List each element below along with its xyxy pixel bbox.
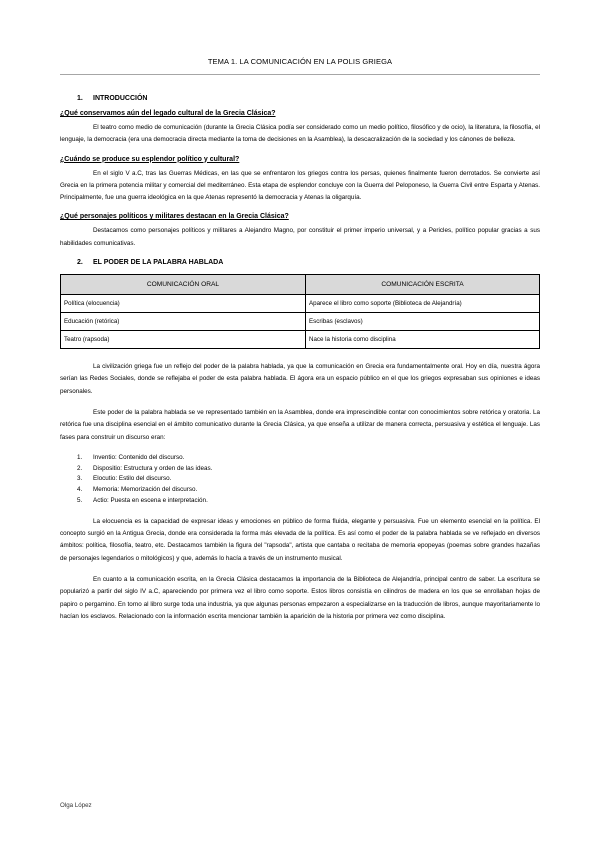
section-title: INTRODUCCIÓN [93, 95, 148, 102]
section-title: EL PODER DE LA PALABRA HABLADA [93, 259, 224, 267]
section-heading-introduccion [60, 95, 540, 102]
answer-paragraph: En el siglo V a.C, tras las Guerras Médicas, en las que se enfrentaron los griegos contra los persas, quienes finalmente fueron derrotados. Se convierte así Grecia en la primera potencia militar y comercial del mediterráneo. Esta etapa de esplendor concluye con la Guerra del Peloponeso, la Guerra Civil entre Esparta y Atenas. Principalmente, fue una guerra ideológica en la que Atenas representó la democracia y Atenas la oligarquía. [60, 169, 540, 202]
list-item [60, 496, 540, 507]
table-cell: Nace la historia como disciplina [306, 331, 540, 349]
section-heading-palabra-hablada [60, 259, 540, 266]
answer-paragraph: El teatro como medio de comunicación (durante la Grecia Clásica podía ser considerado como un medio político, filosófico y de ocio), la literatura, la filosofía, el lenguaje, la democracia (era una democracia directa mediante la toma de decisiones en la Asamblea), la descacralización de la sociedad y los cánones de belleza. [60, 124, 540, 144]
page-footer-author: Olga López [60, 802, 92, 809]
section-number: 2. [77, 259, 83, 267]
table-cell: Política (elocuencia) [61, 295, 306, 313]
body-paragraph: La civilización griega fue un reflejo del poder de la palabra hablada, ya que la comunicación en Grecia era fundamentalmente oral. Hoy en día, nuestra ágora serían las Redes Sociales, donde se reflejaba el poder de esta palabra hablada. El ágora era un espacio público en el que los griegos expresaban sus opiniones e ideas personales. [60, 363, 540, 395]
question-heading: ¿Qué personajes políticos y militares destacan en la Grecia Clásica? [60, 213, 289, 221]
list-item-number: 1. [77, 453, 83, 461]
list-item-text: Inventio: Contenido del discurso. [93, 453, 185, 461]
table-cell: Teatro (rapsoda) [61, 331, 306, 349]
title-divider [60, 74, 540, 75]
body-paragraph: Este poder de la palabra hablada se ve representado también en la Asamblea, donde era imprescindible contar con conocimientos sobre retórica y oratoria. La retórica fue una disciplina esencial en el ámbito comunicativo durante la Grecia Clásica, ya que enseña a utilizar de manera correcta, persuasiva y estética el lenguaje. Las fases para construir un discurso eran: [60, 408, 540, 441]
table-cell: Escribas (esclavos) [306, 313, 540, 331]
question-heading: ¿Qué conservamos aún del legado cultural de la Grecia Clásica? [60, 110, 276, 117]
list-item [60, 474, 540, 485]
table-cell: Aparece el libro como soporte (Biblioteca de Alejandría) [306, 295, 540, 313]
answer-paragraph: Destacamos como personajes políticos y militares a Alejandro Magno, por constituir el primer imperio universal, y a Pericles, político popular gracias a sus habilidades comunicativas. [60, 227, 540, 247]
communication-table [60, 274, 540, 349]
table-header-escrita: COMUNICACIÓN ESCRITA [306, 275, 540, 295]
document-body [60, 95, 540, 632]
list-item [60, 453, 540, 464]
body-paragraph: En cuanto a la comunicación escrita, en la Grecia Clásica destacamos la importancia de la Biblioteca de Alejandría, principal centro de saber. La escritura se popularizó a partir del siglo IV a.C, apareciendo por primera vez el libro como soporte. Estos libros consistía en cilindros de madera en los que se enrollaban hojas de papiro o pergamino. En torno al libro surge toda una industria, ya que algunas personas empezaron a especializarse en la traducción de libros, aunque mayoritariamente lo hacían los esclavos. Relacionado con la información escrita mencionar también la aparición de la historia por primera vez como disciplina. [60, 576, 540, 620]
table-row [61, 313, 540, 331]
list-item [60, 485, 540, 496]
list-item-text: Memoria: Memorización del discurso. [93, 486, 198, 494]
body-paragraph: La elocuencia es la capacidad de expresar ideas y emociones en público de forma fluida, elegante y persuasiva. Fue un elemento esencial en la política. El concepto surgió en la Antigua Grecia, donde era considerada la forma más elevada de la política. Es así como el poder de la palabra hablada se ve reflejado en diversos ámbitos: política, filosofía, teatro, etc. Destacamos también la figura del "rapsoda", artista que cantaba o recitaba de memoria epopeyas (poemas sobre grandes hazañas de personajes legendarios o mitológicos) y que, además lo hacía a través de un instrumento musical. [60, 517, 540, 562]
table-header-row [61, 275, 540, 295]
list-item-number: 2. [77, 464, 83, 472]
list-item-text: Actio: Puesta en escena e interpretación. [93, 497, 208, 505]
list-item-text: Dispositio: Estructura y orden de las ideas. [93, 464, 213, 472]
table-header-oral: COMUNICACIÓN ORAL [61, 275, 306, 295]
question-heading: ¿Cuándo se produce su esplendor político y cultural? [60, 155, 240, 163]
list-item-number: 5. [77, 497, 83, 505]
document-title: TEMA 1. LA COMUNICACIÓN EN LA POLIS GRIEGA [207, 57, 393, 66]
list-item [60, 464, 540, 475]
list-item-text: Elocutio: Estilo del discurso. [93, 475, 172, 483]
list-item-number: 3. [77, 475, 83, 483]
discourse-phases-list [60, 453, 540, 507]
table-cell: Educación (retórica) [61, 313, 306, 331]
list-item-number: 4. [77, 486, 83, 494]
table-row [61, 331, 540, 349]
section-number: 1. [77, 95, 83, 102]
table-row [61, 295, 540, 313]
